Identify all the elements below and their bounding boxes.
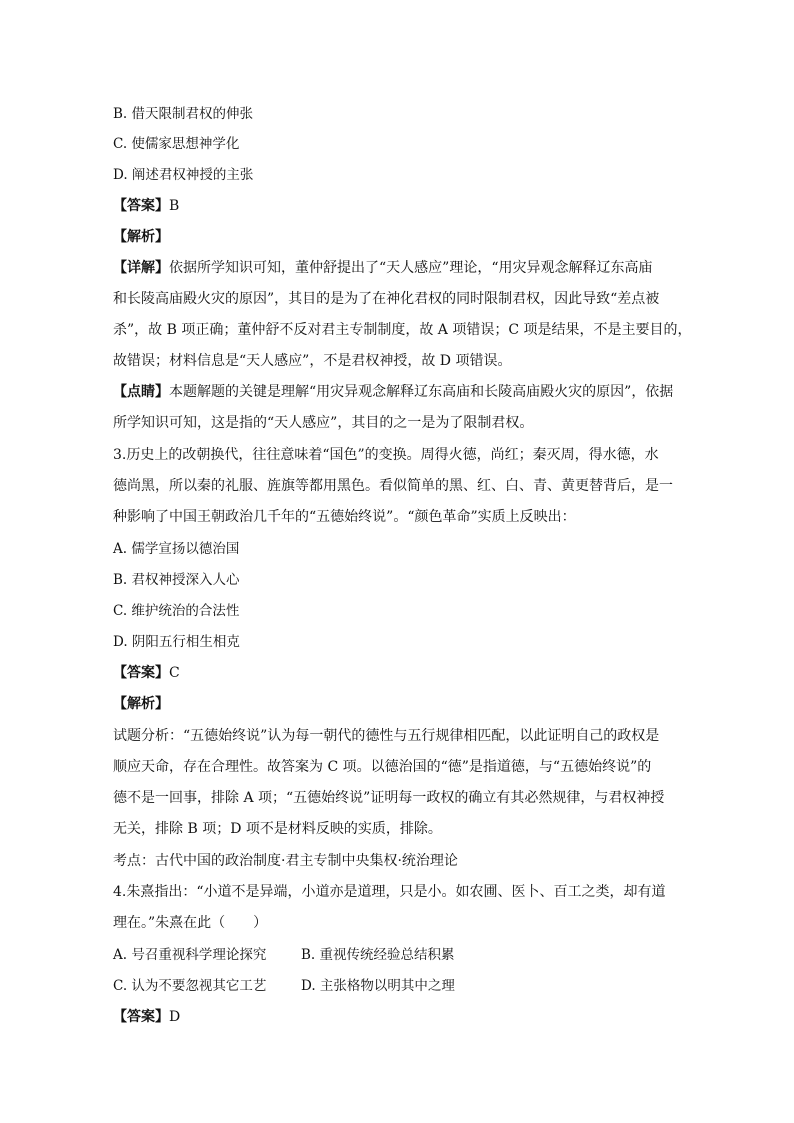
answer-label: 【答案】 [113, 1009, 169, 1025]
q2-answer [113, 197, 693, 215]
answer-label: 【答案】 [113, 665, 169, 681]
q3-answer [113, 664, 693, 682]
q3-stem-line: 种影响了中国王朝政治几千年的“五德始终说”。“颜色革命”实质上反映出： [113, 509, 576, 525]
q3-analysis-line: 试题分析：“五德始终说”认为每一朝代的德性与五行规律相匹配，以此证明自己的政权是 [113, 728, 660, 744]
point-label: 【点睛】 [113, 384, 169, 400]
q4-option-c: C. 认为不要忽视其它工艺 [113, 978, 267, 994]
answer-label: 【答案】 [113, 198, 169, 214]
q4-option-b: B. 重视传统经验总结积累 [301, 947, 455, 963]
point-text: 本题解题的关键是理解“用灾异观念解释辽东高庙和长陵高庙殿火灾的原因”，依据 [169, 384, 674, 400]
q2-option-d: D. 阐述君权神授的主张 [113, 167, 254, 183]
q3-option-b: B. 君权神授深入人心 [113, 572, 240, 588]
q3-stem-line: 3.历史上的改朝换代，往往意味着“国色”的变换。周得火德，尚红；秦灭周，得水德，水 [113, 447, 659, 463]
q2-detail-line: 故错误；材料信息是“天人感应”，不是君权神授，故 D 项错误。 [113, 353, 512, 369]
answer-value: B [169, 198, 180, 214]
q3-option-c: C. 维护统治的合法性 [113, 603, 240, 619]
q4-stem-line: 理在。”朱熹在此（ ） [113, 915, 268, 931]
q3-analysis-label: 【解析】 [113, 696, 169, 712]
q2-option-b: B. 借天限制君权的伸张 [113, 106, 254, 122]
answer-value: D [169, 1009, 181, 1025]
detail-label: 【详解】 [113, 260, 169, 276]
answer-value: C [169, 665, 180, 681]
q2-point-line: 所学知识可知，这是指的“天人感应”，其目的之一是为了限制君权。 [113, 415, 534, 431]
q4-answer [113, 1008, 693, 1026]
q2-point-line [113, 383, 693, 401]
q2-detail-line: 和长陵高庙殿火灾的原因”，其目的是为了在神化君权的同时限制君权，因此导致“差点被 [113, 291, 660, 307]
q4-option-a: A. 号召重视科学理论探究 [113, 947, 267, 963]
q2-detail-line [113, 259, 693, 277]
q2-option-c: C. 使儒家思想神学化 [113, 136, 240, 152]
q3-analysis-line: 德不是一回事，排除 A 项；“五德始终说”证明每一政权的确立有其必然规律，与君权神授 [113, 790, 665, 806]
detail-text: 依据所学知识可知，董仲舒提出了“天人感应”理论，“用灾异观念解释辽东高庙 [169, 260, 653, 276]
q3-option-d: D. 阴阳五行相生相克 [113, 634, 240, 650]
q4-stem-line: 4.朱熹指出：“小道不是异端，小道亦是道理，只是小。如农圃、医卜、百工之类，却有道 [113, 884, 666, 900]
q3-stem-line: 德尚黑，所以秦的礼服、旌旗等都用黑色。看似简单的黑、红、白、青、黄更替背后，是一 [113, 478, 673, 494]
q2-detail-line: 杀”，故 B 项正确；董仲舒不反对君主专制制度，故 A 项错误；C 项是结果，不是主要目的， [113, 322, 692, 338]
q3-analysis-line: 顺应天命，存在合理性。故答案为 C 项。以德治国的“德”是指道德，与“五德始终说”的 [113, 759, 652, 775]
q2-analysis-label: 【解析】 [113, 229, 169, 245]
q3-analysis-line: 无关，排除 B 项；D 项不是材料反映的实质，排除。 [113, 821, 442, 837]
q3-kaodian: 考点：古代中国的政治制度·君主专制中央集权·统治理论 [113, 853, 458, 869]
q4-option-d: D. 主张格物以明其中之理 [301, 978, 455, 994]
q3-option-a: A. 儒学宣扬以德治国 [113, 541, 240, 557]
